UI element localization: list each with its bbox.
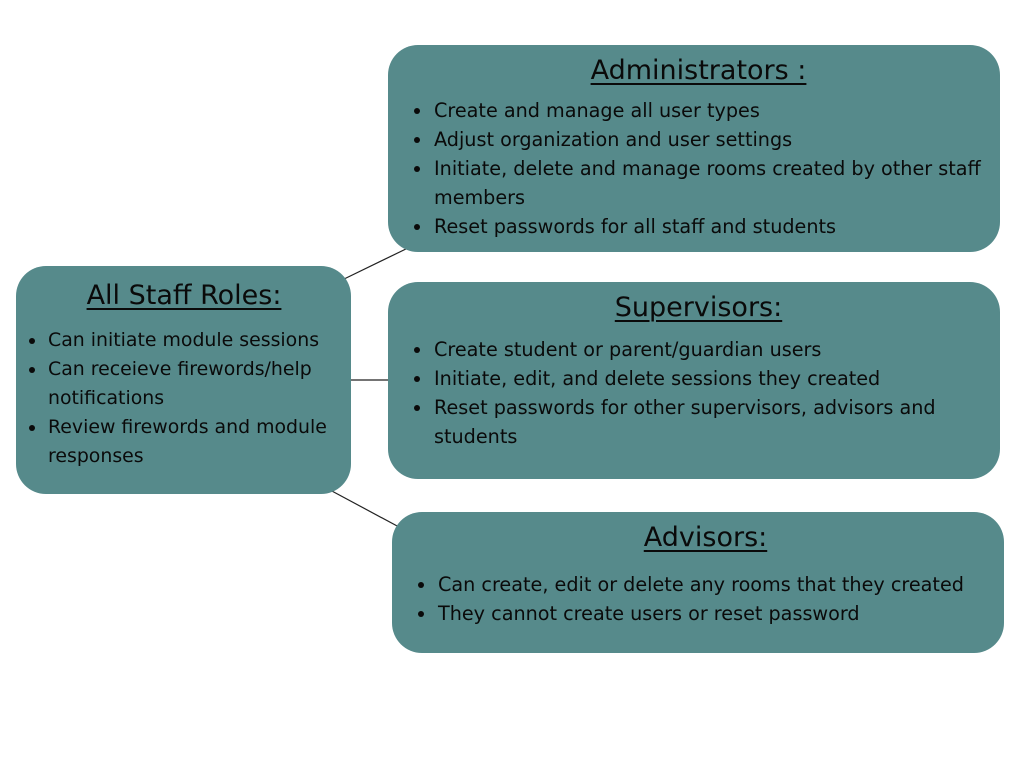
list-item: • Initiate, delete and manage rooms created by other staff members bbox=[433, 154, 986, 212]
advisors-list bbox=[415, 570, 996, 628]
administrators-box bbox=[388, 45, 1000, 252]
advisors-title: Advisors: bbox=[643, 522, 768, 553]
administrators-title: Administrators : bbox=[590, 55, 807, 86]
list-item: • Reset passwords for all staff and students bbox=[433, 212, 986, 241]
list-item: • They cannot create users or reset password bbox=[437, 599, 996, 628]
list-item: • Can initiate module sessions bbox=[47, 326, 343, 355]
advisors-box bbox=[392, 512, 1004, 653]
list-item: • Initiate, edit, and delete sessions they created bbox=[433, 364, 986, 393]
list-item: • Create student or parent/guardian users bbox=[433, 335, 986, 364]
all-staff-roles-list bbox=[25, 326, 343, 471]
list-item: • Can create, edit or delete any rooms that they created bbox=[437, 570, 996, 599]
supervisors-list bbox=[411, 335, 986, 451]
supervisors-title: Supervisors: bbox=[614, 292, 783, 323]
list-item: • Reset passwords for other supervisors, advisors and students bbox=[433, 393, 986, 451]
supervisors-box bbox=[388, 282, 1000, 479]
all-staff-roles-box bbox=[16, 266, 351, 494]
connector-to-administrators bbox=[340, 247, 410, 281]
list-item: • Create and manage all user types bbox=[433, 96, 986, 125]
list-item: • Can receieve firewords/help notifications bbox=[47, 355, 343, 413]
connector-to-advisors bbox=[330, 490, 399, 527]
administrators-list bbox=[411, 96, 986, 241]
all-staff-roles-title: All Staff Roles: bbox=[86, 280, 282, 311]
list-item: • Review firewords and module responses bbox=[47, 413, 343, 471]
list-item: • Adjust organization and user settings bbox=[433, 125, 986, 154]
